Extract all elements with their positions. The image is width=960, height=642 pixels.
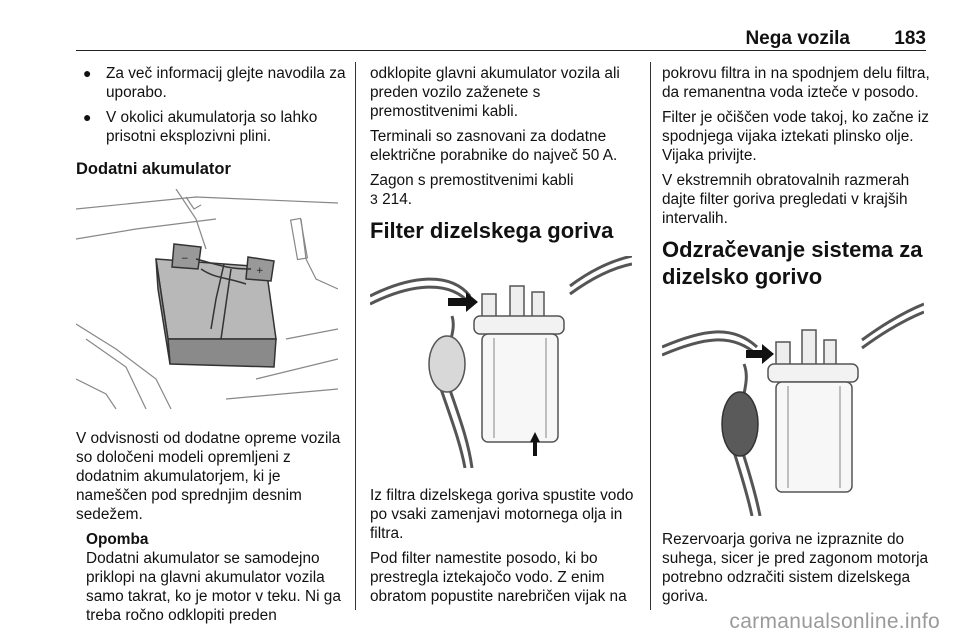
page-number: 183 [894, 28, 926, 49]
note-label: Opomba [86, 531, 149, 548]
page-header [0, 0, 960, 52]
col2-paragraph-2: Terminali so zasnovani za dodatne električne porabnike do največ 50 A. [370, 128, 618, 164]
fuel-filter-illustration-icon [370, 256, 632, 468]
heading-auxiliary-battery: Dodatni akumulator [76, 160, 231, 178]
section-title: Nega vozila [745, 28, 850, 49]
col2-paragraph-5: Pod filter namestite posodo, ki bo prestregla iztekajočo vodo. Z enim obratom popustite narebričen vijak na [370, 550, 627, 605]
col3-paragraph-2: Filter je očiščen vode takoj, ko začne iz spodnjega vijaka iztekati plinsko olje. Vijaka privijte. [662, 109, 929, 164]
col3-paragraph-4: Rezervoarja goriva ne izpraznite do suhega, sicer je pred zagonom motorja potrebno odzračiti sistem dizelskega goriva. [662, 531, 929, 605]
col2-paragraph-1: odklopite glavni akumulator vozila ali preden vozilo zaženete s premostitvenimi kabli. [370, 65, 620, 120]
svg-text:+: + [256, 266, 264, 276]
col3-paragraph-3: V ekstremnih obratovalnih razmerah dajte filter goriva pregledati v krajših intervalih. [662, 172, 910, 227]
column-divider-2 [650, 62, 651, 610]
page-reference-link[interactable]: 214. [382, 191, 413, 208]
page-reference-arrow-icon: 3 [370, 191, 378, 207]
heading-diesel-fuel-filter: Filter dizelskega goriva [370, 218, 614, 243]
note-block [76, 530, 346, 625]
bullet-item: ● Za več informacij glejte navodila za uporabo. [83, 65, 346, 101]
header-rule [76, 50, 926, 51]
col2-paragraph-3: Zagon s premostitvenimi kabli 3 214. [370, 172, 574, 208]
heading-diesel-system-bleeding: Odzračevanje sistema za dizelsko gorivo [662, 237, 923, 289]
battery-illustration-icon [76, 189, 338, 409]
auxiliary-battery-paragraph: V odvisnosti od dodatne opreme vozila so določeni modeli opremljeni z dodatnim akumulatorjem, ki je nameščen pod sprednjim desnim sedežem. [76, 430, 341, 523]
bullet-dot-icon: ● [83, 109, 92, 125]
column-1 [76, 64, 346, 625]
col3-paragraph-1: pokrovu filtra in na spodnjem delu filtra, da remanentna voda izteče v posodo. [662, 65, 930, 101]
bullet-dot-icon: ● [83, 65, 92, 81]
fuel-system-bleeding-illustration-icon [662, 302, 924, 516]
svg-text:−: − [181, 254, 189, 264]
watermark: carmanualsonline.info [729, 610, 940, 633]
bullet-item: ● V okolici akumulatorja so lahko prisotni eksplozivni plini. [83, 109, 318, 145]
column-3 [662, 64, 932, 612]
col2-paragraph-4: Iz filtra dizelskega goriva spustite vodo po vsaki zamenjavi motornega olja in filtra. [370, 487, 634, 542]
column-2 [370, 64, 640, 612]
column-divider-1 [355, 62, 356, 610]
note-text: Dodatni akumulator se samodejno priklopi na glavni akumulator vozila samo takrat, ko je motor v teku. Ni ga treba ročno odklopiti preden [86, 550, 341, 624]
